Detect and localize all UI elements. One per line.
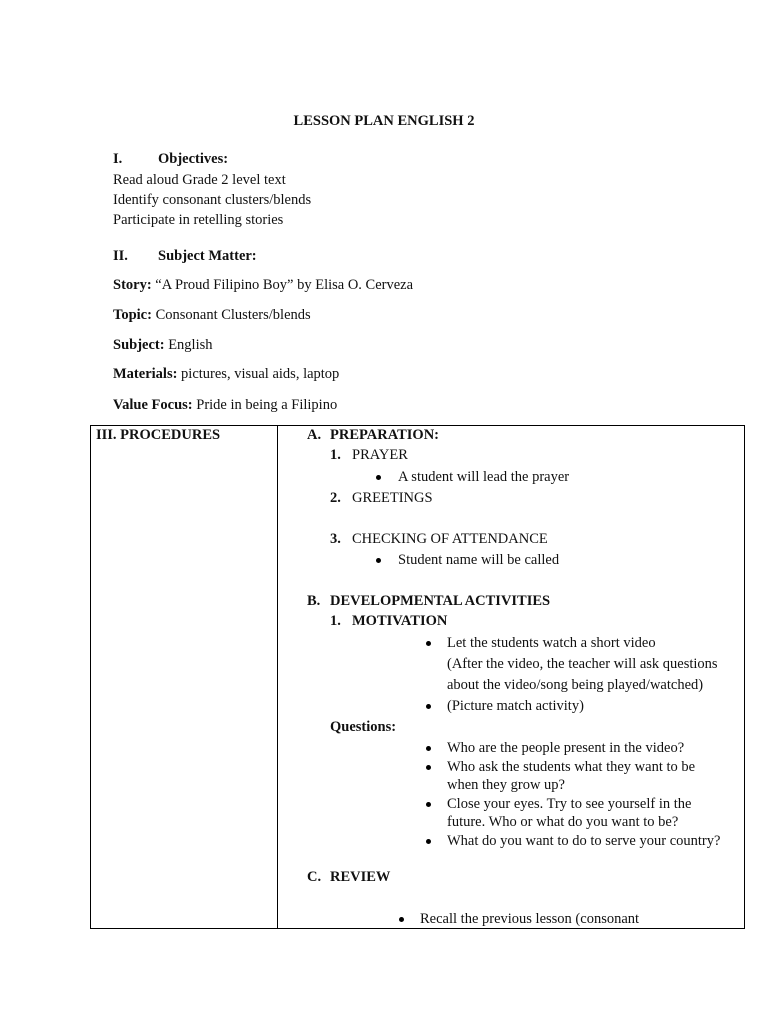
bullet-icon bbox=[426, 746, 431, 751]
attendance-item bbox=[330, 531, 548, 548]
field-label: Subject: bbox=[113, 337, 165, 353]
objective-item: Participate in retelling stories bbox=[113, 212, 284, 228]
motivation-bullet: (Picture match activity) bbox=[447, 698, 584, 714]
field-value: English bbox=[168, 337, 213, 353]
item-number: 1. bbox=[330, 447, 341, 463]
procedures-label-cell bbox=[91, 426, 278, 929]
field-value: pictures, visual aids, laptop bbox=[181, 366, 340, 382]
section-letter: C. bbox=[307, 869, 322, 885]
document-title: LESSON PLAN ENGLISH 2 bbox=[293, 113, 475, 129]
questions-heading: Questions: bbox=[330, 719, 397, 735]
question-item: Who are the people present in the video? bbox=[447, 740, 685, 756]
procedures-table bbox=[90, 425, 745, 929]
bullet-icon bbox=[376, 475, 381, 480]
motivation-bullet-cont: (After the video, the teacher will ask questions bbox=[447, 656, 718, 672]
section-title: Subject Matter: bbox=[158, 248, 257, 264]
objectives-heading bbox=[113, 151, 228, 168]
preparation-heading bbox=[307, 427, 439, 444]
story-field bbox=[113, 277, 413, 294]
bullet-icon bbox=[376, 558, 381, 563]
objective-item: Read aloud Grade 2 level text bbox=[113, 172, 286, 188]
bullet-icon bbox=[426, 704, 431, 709]
section-letter: B. bbox=[307, 593, 321, 609]
developmental-heading bbox=[307, 593, 550, 610]
procedures-content-cell bbox=[278, 426, 745, 929]
field-value: Pride in being a Filipino bbox=[196, 397, 338, 413]
bullet-icon bbox=[399, 917, 404, 922]
field-label: Story: bbox=[113, 277, 152, 293]
topic-field bbox=[113, 307, 311, 324]
attendance-bullet: Student name will be called bbox=[398, 552, 560, 568]
section-title: DEVELOPMENTAL ACTIVITIES bbox=[330, 593, 551, 609]
section-letter: A. bbox=[307, 427, 322, 443]
prayer-item bbox=[330, 447, 408, 464]
bullet-icon bbox=[426, 802, 431, 807]
question-item-cont: when they grow up? bbox=[447, 777, 565, 793]
item-number: 2. bbox=[330, 490, 341, 506]
item-label: MOTIVATION bbox=[352, 613, 448, 629]
subject-field bbox=[113, 337, 213, 354]
review-heading bbox=[307, 869, 390, 886]
field-label: Value Focus: bbox=[113, 397, 193, 413]
value-focus-field bbox=[113, 397, 337, 414]
section-title: PREPARATION: bbox=[330, 427, 440, 443]
field-label: Topic: bbox=[113, 307, 152, 323]
section-numeral: I. bbox=[113, 151, 123, 167]
item-number: 1. bbox=[330, 613, 341, 629]
motivation-bullet-cont: about the video/song being played/watched) bbox=[447, 677, 704, 693]
materials-field bbox=[113, 366, 339, 383]
procedures-heading: III. PROCEDURES bbox=[96, 427, 221, 443]
item-label: GREETINGS bbox=[352, 490, 433, 506]
objective-item: Identify consonant clusters/blends bbox=[113, 192, 312, 208]
review-bullet: Recall the previous lesson (consonant bbox=[420, 911, 640, 927]
field-value: Consonant Clusters/blends bbox=[155, 307, 311, 323]
question-item: Close your eyes. Try to see yourself in the bbox=[447, 796, 692, 812]
bullet-icon bbox=[426, 641, 431, 646]
motivation-bullet: Let the students watch a short video bbox=[447, 635, 656, 651]
question-item: Who ask the students what they want to be bbox=[447, 759, 696, 775]
section-title: REVIEW bbox=[330, 869, 391, 885]
subject-matter-heading bbox=[113, 248, 257, 265]
greetings-item bbox=[330, 490, 433, 507]
item-label: PRAYER bbox=[352, 447, 408, 463]
question-item: What do you want to do to serve your country? bbox=[447, 833, 721, 849]
section-title: Objectives: bbox=[158, 151, 229, 167]
bullet-icon bbox=[426, 765, 431, 770]
motivation-heading bbox=[330, 613, 447, 630]
item-label: CHECKING OF ATTENDANCE bbox=[352, 531, 548, 547]
section-numeral: II. bbox=[113, 248, 128, 264]
field-value: “A Proud Filipino Boy” by Elisa O. Cerveza bbox=[155, 277, 414, 293]
question-item-cont: future. Who or what do you want to be? bbox=[447, 814, 679, 830]
prayer-bullet: A student will lead the prayer bbox=[398, 469, 570, 485]
item-number: 3. bbox=[330, 531, 341, 547]
bullet-icon bbox=[426, 839, 431, 844]
field-label: Materials: bbox=[113, 366, 178, 382]
